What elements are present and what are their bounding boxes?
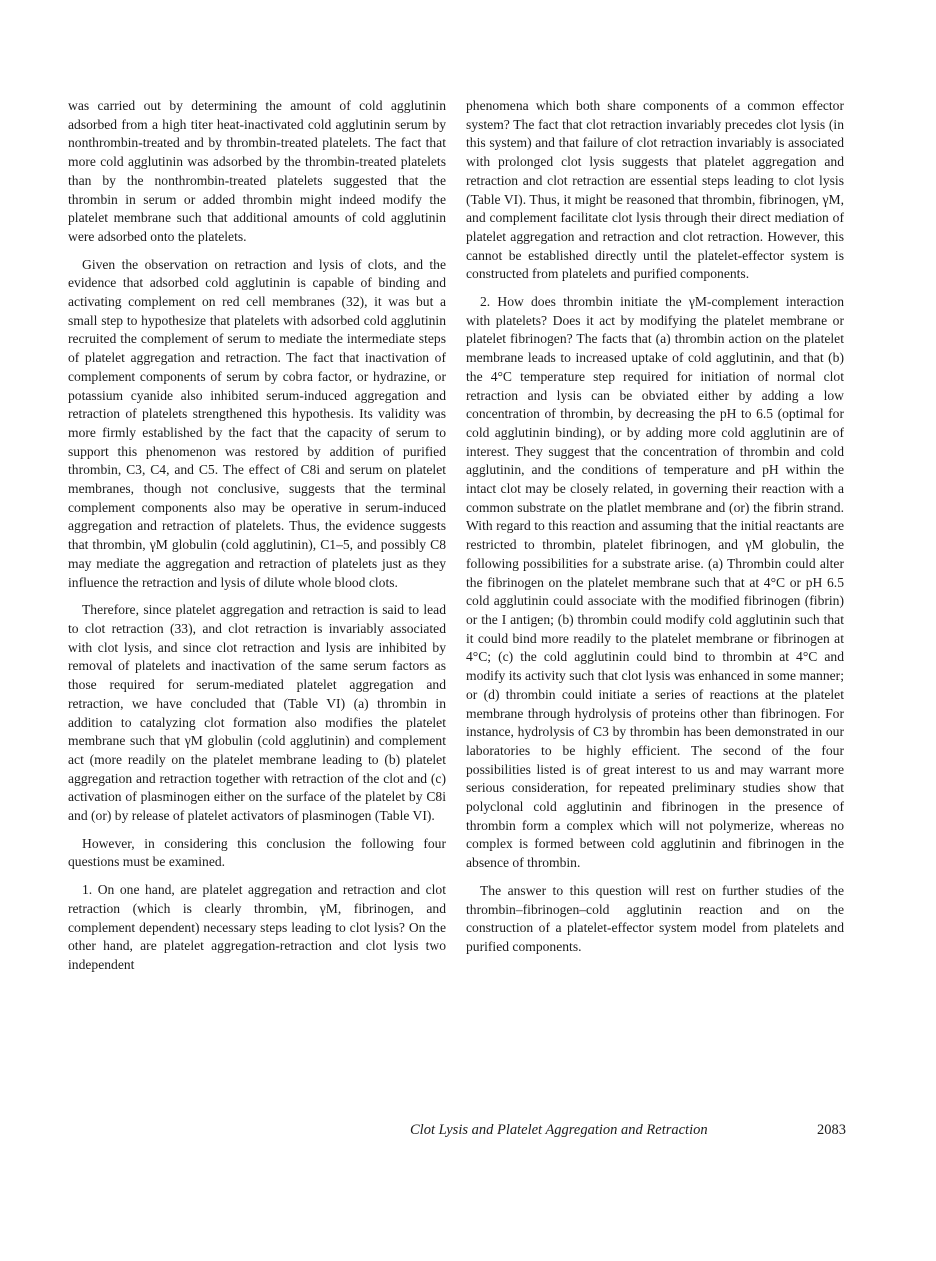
paragraph: Therefore, since platelet aggregation and retraction is said to lead to clot retraction (33), and clot retraction is invariably associated with clot lysis, and since clot retraction and lysis are inhibited by removal of platelets and inactivation of the same serum factors as those required for serum-mediated platelet aggregation and retraction, we have concluded that (Table VI) (a) thrombin in addition to catalyzing clot formation also modifies the platelet membrane such that γM globulin (cold agglutinin) and complement act (more readily on the platelet membrane leading to (b) platelet aggregation and retraction together with retraction of the clot and (c) activation of plasminogen either on the surface of the platelet by C8i and (or) by release of platelet activators of plasminogen (Table VI). (68, 602, 446, 824)
paragraph: Given the observation on retraction and lysis of clots, and the evidence that adsorbed cold agglutinin is capable of binding and activating complement on red cell membranes (32), it was but a small step to hypothesize that platelets with adsorbed cold agglutinin recruited the complement of serum to mediate the intermediate steps of platelet aggregation and retraction. The fact that inactivation of complement components of serum by cobra factor, or hydrazine, or potassium cyanide also inhibited serum-induced aggregation and retraction of platelets strengthened this hypothesis. Its validity was more firmly established by the fact that the capacity of serum to support this phenomenon was restored by addition of purified thrombin, C3, C4, and C5. The effect of C8i and serum on platelet membranes, though not conclusive, suggests that the terminal complement components also may be operative in serum-induced aggregation and retraction of platelets. Thus, the evidence suggests that thrombin, γM globulin (cold agglutinin), C1–5, and possibly C8 may mediate the aggregation and retraction of platelets just as they influence the retraction and lysis of dilute whole blood clots. (68, 256, 446, 590)
paragraph: was carried out by determining the amount of cold agglutinin adsorbed from a high titer heat-inactivated cold agglutinin serum by nonthrombin-treated and by thrombin-treated platelets. The fact that more cold agglutinin was adsorbed by the thrombin-treated platelets than by the nonthrombin-treated platelets suggested that the thrombin in serum or added thrombin might indeed modify the platelet membrane such that additional amounts of cold agglutinin were adsorbed onto the platelets. (68, 98, 446, 244)
paragraph: However, in considering this conclusion the following four questions must be examined. (68, 835, 446, 870)
running-title: Clot Lysis and Platelet Aggregation and Retraction (410, 1122, 708, 1138)
page-number: 2083 (817, 1122, 846, 1138)
right-column (466, 97, 844, 966)
left-column (68, 97, 446, 984)
paragraph: phenomena which both share components of a common effector system? The fact that clot retraction invariably precedes clot lysis (in this system) and that failure of clot retraction invariably is associated with prolonged clot lysis suggests that platelet aggregation and retraction and clot retraction are essential steps leading to clot lysis (Table VI). Thus, it might be reasoned that thrombin, fibrinogen, γM, and complement facilitate clot lysis through their direct mediation of platelet aggregation and retraction and clot retraction. However, this cannot be established directly until the platelet-effector system is constructed from platelets and purified components. (466, 98, 844, 282)
paragraph: 2. How does thrombin initiate the γM-complement interaction with platelets? Does it act by modifying the platelet membrane or platelet fibrinogen? The facts that (a) thrombin action on the platelet membrane leads to increased uptake of cold agglutinin, and that (b) the 4°C temperature step required for initiation of normal clot retraction and lysis can be obviated either by adding a low concentration of thrombin, by decreasing the pH to 6.5 (optimal for cold agglutinin binding), or by adding more cold agglutinin are of interest. They suggest that the concentration of thrombin and cold agglutinin, and the conditions of temperature and pH within the intact clot may be closely related, in governing their reaction with a common substrate on the platlet membrane and (or) the fibrin strand. With regard to this reaction and assuming that the initial reactants are restricted to thrombin, platelet fibrinogen, and γM globulin, the following possibilities for a substrate arise. (a) Thrombin could alter the fibrinogen on the platelet membrane such that at 4°C or pH 6.5 cold agglutinin could associate with the modified fibrinogen (fibrin) or the I antigen; (b) thrombin could modify cold agglutinin such that it could bind more readily to the platelet membrane or fibrinogen at 4°C; (c) the cold agglutinin could bind to thrombin at 4°C and modify its activity such that clot lysis was enhanced in some manner; or (d) thrombin could initiate a series of reactions at the platelet membrane through hydrolysis of proteins other than fibrinogen. For instance, hydrolysis of C3 by thrombin has been demonstrated in our laboratories to be highly efficient. The second of the four possibilities listed is of great interest to us and may warrant more serious consideration, for repeated preliminary studies show that polyclonal cold agglutinin and fibrinogen in the presence of thrombin form a complex which will not polymerize, whereas no complex is formed between cold agglutinin and fibrinogen in the absence of thrombin. (466, 294, 844, 871)
paragraph: The answer to this question will rest on further studies of the thrombin–fibrinogen–cold agglutinin reaction and on the construction of a platelet-effector system model from platelets and purified components. (466, 882, 844, 954)
page-footer (410, 1122, 846, 1139)
paragraph: 1. On one hand, are platelet aggregation and retraction and clot retraction (which is clearly thrombin, γM, fibrinogen, and complement dependent) necessary steps leading to clot lysis? On the other hand, are platelet aggregation-retraction and clot lysis two independent (68, 882, 446, 972)
